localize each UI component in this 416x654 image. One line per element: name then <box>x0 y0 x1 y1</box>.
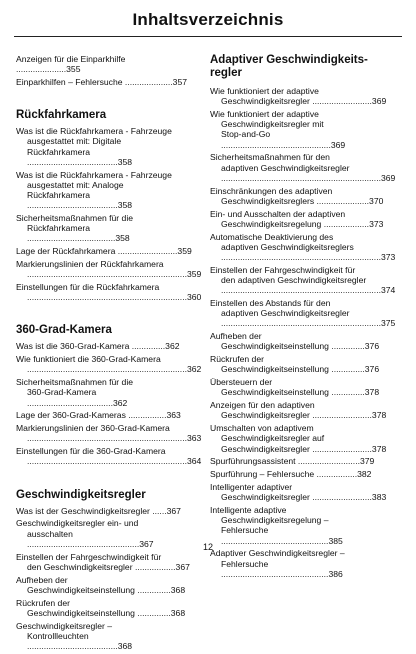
toc-entry-continuation: adaptiven Geschwindigkeitsregler <box>221 308 350 319</box>
toc-entry-title: Lage der 360-Grad-Kameras ................363 <box>16 410 181 421</box>
toc-entry-continuation: Geschwindigkeitseinstellung ..............376 <box>221 364 380 375</box>
toc-entry-title: Markierungslinien der 360-Grad-Kamera <box>16 423 170 434</box>
toc-entry[interactable] <box>16 446 202 467</box>
toc-entry-continuation: ausgestattet mit: Analoge <box>27 179 124 190</box>
toc-entry[interactable] <box>16 354 202 375</box>
section-heading: Rückfahrkamera <box>16 109 107 122</box>
toc-entry-title: Automatische Deaktivierung des <box>210 231 334 242</box>
toc-entry-continuation: den adaptiven Geschwindigkeitsregler <box>221 275 367 286</box>
toc-entry[interactable] <box>210 548 390 579</box>
page-number: 12 <box>202 542 213 552</box>
toc-entry[interactable] <box>16 54 192 74</box>
toc-entry-continuation: ausgestattet mit: Digitale <box>27 136 122 147</box>
toc-entry[interactable] <box>210 423 390 454</box>
toc-entry[interactable] <box>16 170 192 211</box>
toc-entry[interactable] <box>16 552 192 572</box>
toc-entry-title: Geschwindigkeitsregler – <box>16 620 113 631</box>
toc-entry[interactable] <box>16 598 192 618</box>
page-title: Inhaltsverzeichnis <box>132 10 284 29</box>
toc-entry-continuation: ...................................................................364 <box>27 456 202 467</box>
toc-entry-title: Einparkhilfen – Fehlersuche ....................357 <box>16 77 188 87</box>
toc-entry[interactable] <box>16 506 192 516</box>
toc-entry-continuation: Geschwindigkeitseinstellung ..............376 <box>221 341 380 352</box>
toc-entry-continuation: ...................................................................359 <box>27 269 202 280</box>
toc-entry-continuation: Geschwindigkeitseinstellung ..............368 <box>27 584 186 595</box>
toc-entry-continuation: adaptiven Geschwindigkeitsreglers <box>221 241 354 252</box>
toc-entry-title: Wie funktioniert die 360-Grad-Kamera <box>16 354 161 365</box>
toc-entry[interactable] <box>16 341 192 351</box>
toc-entry[interactable] <box>210 469 390 479</box>
toc-entry[interactable] <box>16 423 202 444</box>
toc-entry-continuation: Geschwindigkeitseinstellung ..............368 <box>27 607 186 618</box>
toc-entry[interactable] <box>210 264 396 296</box>
section-heading: Geschwindigkeitsregler <box>16 488 146 501</box>
toc-entry-title: Einstellen der Fahrgeschwindigkeit für <box>16 551 162 562</box>
toc-entry-title: Übersteuern der <box>210 377 273 388</box>
toc-entry[interactable] <box>210 354 390 374</box>
toc-entry-title: Anzeigen für die Einparkhilfe .....................355 <box>16 54 126 75</box>
toc-entry[interactable] <box>210 400 390 420</box>
right-column <box>210 54 396 582</box>
toc-entry-title: Geschwindigkeitsregler ein- und <box>16 518 139 529</box>
toc-entry-title: Markierungslinien der Rückfahrkamera <box>16 259 164 270</box>
toc-entry[interactable] <box>210 331 390 351</box>
toc-entry[interactable] <box>210 377 390 397</box>
toc-entry[interactable] <box>16 126 192 167</box>
toc-entry[interactable] <box>16 213 192 244</box>
toc-entry-title: Was ist die Rückfahrkamera - Fahrzeuge <box>16 169 172 180</box>
toc-entry-continuation: Rückfahrkamera ......................................358 <box>27 146 133 167</box>
toc-entry-title: Einschränkungen des adaptiven <box>210 185 333 196</box>
toc-entry[interactable] <box>16 77 192 87</box>
toc-entry-continuation: Geschwindigkeitsregler mit <box>221 119 324 130</box>
toc-entry-continuation: ausschalten ...............................................367 <box>27 528 154 549</box>
toc-entry-title: Anzeigen für den adaptiven <box>210 400 315 411</box>
toc-entry-title: Einstellen des Abstands für den <box>210 298 331 309</box>
toc-entry-title: Aufheben der <box>210 331 262 342</box>
toc-entry-title: Rückrufen der <box>210 354 264 365</box>
toc-entry-title: Sicherheitsmaßnahmen für die <box>16 377 134 388</box>
toc-entry-continuation: ...................................................................375 <box>221 318 396 329</box>
toc-entry-title: Lage der Rückfahrkamera .........................359 <box>16 246 192 257</box>
toc-entry-continuation: Geschwindigkeitsregler .........................378 <box>221 443 387 454</box>
toc-entry-title: Umschalten von adaptivem <box>210 423 314 434</box>
toc-entry[interactable] <box>16 282 202 303</box>
toc-entry-continuation: Stop-and-Go ..............................................369 <box>221 129 346 150</box>
left-column <box>16 54 202 654</box>
toc-entry[interactable] <box>16 259 202 280</box>
toc-entry-title: Rückrufen der <box>16 597 70 608</box>
toc-entry-title: Intelligente adaptive <box>210 505 287 516</box>
toc-entry[interactable] <box>16 621 192 652</box>
toc-entry-continuation: Kontrollleuchten ......................................368 <box>27 630 133 652</box>
toc-entry-continuation: Geschwindigkeitseinstellung ..............378 <box>221 387 380 398</box>
toc-entry-title: Einstellungen für die 360-Grad-Kamera <box>16 446 166 457</box>
toc-entry-title: Spurführungsassistent ..........................379 <box>210 456 375 467</box>
toc-entry[interactable] <box>16 246 192 256</box>
toc-entry-continuation: Geschwindigkeitsregelung ...................373 <box>221 218 384 229</box>
toc-entry-title: Aufheben der <box>16 574 68 585</box>
toc-entry[interactable] <box>210 298 396 329</box>
section-heading: 360-Grad-Kamera <box>16 324 112 337</box>
toc-entry[interactable] <box>16 377 192 408</box>
toc-entry-title: Spurführung – Fehlersuche .................382 <box>210 469 372 480</box>
toc-entry[interactable] <box>16 410 192 420</box>
toc-entry[interactable] <box>210 231 396 263</box>
toc-entry-continuation: Fehlersuche .............................................386 <box>221 558 343 579</box>
toc-entry[interactable] <box>210 186 390 206</box>
toc-entry-continuation: Fehlersuche .............................................385 <box>221 525 343 546</box>
toc-entry-title: Was ist die Rückfahrkamera - Fahrzeuge <box>16 126 172 137</box>
toc-entry-continuation: ...................................................................369 <box>221 172 396 183</box>
toc-entry-continuation: Geschwindigkeitsregler auf <box>221 433 325 444</box>
toc-entry-continuation: ...................................................................360 <box>27 292 202 303</box>
toc-entry-title: Intelligenter adaptiver <box>210 482 293 493</box>
toc-entry[interactable] <box>210 482 390 502</box>
toc-entry-title: Wie funktioniert der adaptive <box>210 109 319 119</box>
toc-entry-title: Sicherheitsmaßnahmen für den <box>210 152 330 163</box>
toc-entry-continuation: Geschwindigkeitsregler .........................378 <box>221 410 387 421</box>
toc-entry-continuation: Geschwindigkeitsregelung – <box>221 515 329 526</box>
toc-entry-title: Was ist der Geschwindigkeitsregler ......367 <box>16 505 181 516</box>
toc-entry[interactable] <box>210 505 390 546</box>
toc-entry-continuation: Geschwindigkeitsreglers ......................370 <box>221 195 384 206</box>
toc-entry-continuation: adaptiven Geschwindigkeitsregler <box>221 162 350 173</box>
toc-entry-continuation: Geschwindigkeitsregler .........................369 <box>221 96 387 107</box>
title-divider <box>14 36 402 37</box>
toc-entry-continuation: ...................................................................362 <box>27 364 202 375</box>
toc-entry[interactable] <box>210 152 396 183</box>
toc-entry[interactable] <box>210 86 390 106</box>
toc-entry-title: Sicherheitsmaßnahmen für die <box>16 213 134 224</box>
toc-entry-continuation: Geschwindigkeitsregler .........................383 <box>221 492 387 503</box>
toc-entry-continuation: den Geschwindigkeitsregler .................367 <box>27 561 190 572</box>
toc-entry[interactable] <box>16 575 192 595</box>
toc-entry-title: Was ist die 360-Grad-Kamera ..............362 <box>16 341 180 352</box>
toc-entry-title: Wie funktioniert der adaptive <box>210 86 319 96</box>
toc-entry-continuation: Rückfahrkamera .....................................358 <box>27 223 130 244</box>
toc-entry[interactable] <box>210 109 390 150</box>
section-heading: Adaptiver Geschwindigkeits- regler <box>210 54 368 79</box>
toc-entry-continuation: ...................................................................373 <box>221 252 396 263</box>
toc-entry-title: Einstellungen für die Rückfahrkamera <box>16 282 160 293</box>
toc-entry[interactable] <box>210 209 390 229</box>
toc-entry-continuation: 360-Grad-Kamera ....................................362 <box>27 387 128 408</box>
toc-entry-title: Adaptiver Geschwindigkeitsregler – <box>210 548 345 559</box>
toc-entry-title: Ein- und Ausschalten der adaptiven <box>210 208 346 219</box>
toc-entry-continuation: Rückfahrkamera ......................................358 <box>27 190 133 211</box>
toc-entry-continuation: ...................................................................374 <box>221 285 396 296</box>
toc-entry-title: Einstellen der Fahrgeschwindigkeit für <box>210 264 356 275</box>
toc-entry[interactable] <box>210 456 390 466</box>
toc-entry-continuation: ...................................................................363 <box>27 433 202 444</box>
